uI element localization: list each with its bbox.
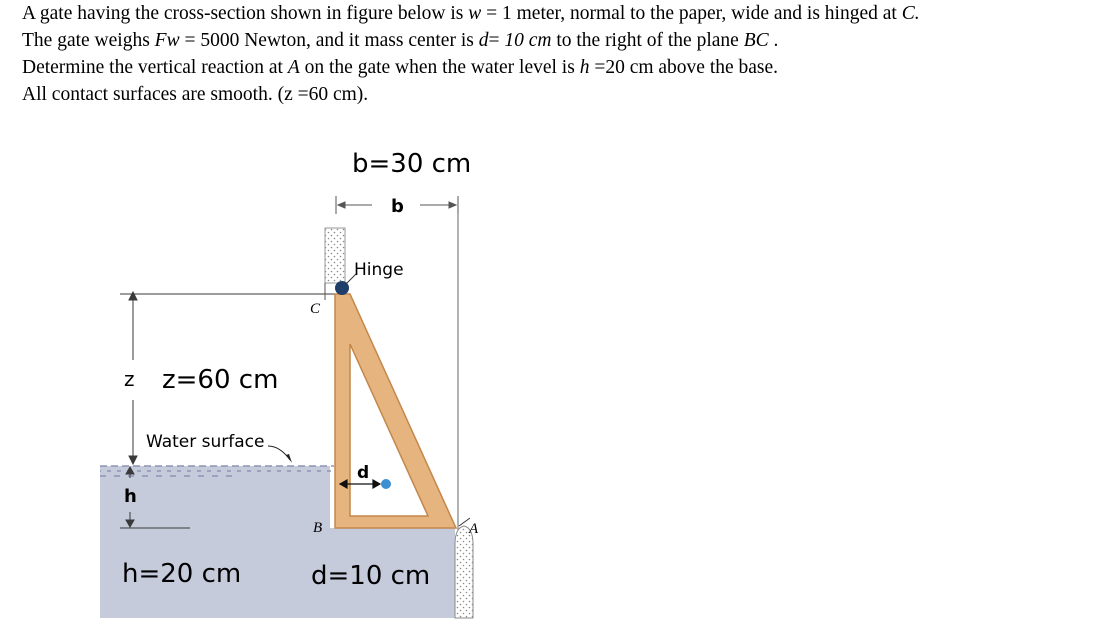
z-caption: z=60 cm	[162, 365, 279, 395]
gate-triangle	[335, 294, 456, 528]
water-surface-leader	[268, 446, 290, 460]
symbol-bc: BC	[743, 30, 769, 51]
b-dimension	[336, 196, 458, 530]
hinge-label: Hinge	[354, 260, 404, 280]
problem-text: Determine the vertical reaction at	[22, 57, 288, 78]
b-caption: b=30 cm	[352, 149, 472, 179]
symbol-d: d	[478, 30, 489, 51]
symbol-a: A	[287, 57, 300, 78]
a-support	[455, 526, 473, 618]
d-label: d	[357, 463, 370, 483]
a-point-label: A	[469, 521, 479, 537]
problem-text: =	[488, 30, 505, 51]
z-label: z	[124, 367, 135, 391]
symbol-d-value: 10 cm	[504, 30, 552, 51]
problem-text: The gate weighs	[22, 30, 155, 51]
h-label: h	[124, 486, 137, 507]
problem-text: = 1 meter, normal to the paper, wide and is hinged at	[481, 3, 902, 24]
problem-text: = 5000 Newton, and it mass center is	[179, 30, 479, 51]
symbol-c: C.	[901, 3, 920, 24]
symbol-fw: Fw	[154, 30, 180, 51]
problem-line-4: All contact surfaces are smooth. (z =60 cm).	[22, 84, 369, 105]
symbol-w: w	[468, 3, 482, 24]
problem-text: .	[768, 30, 779, 51]
mass-center-dot	[381, 479, 391, 489]
problem-text: on the gate when the water level is	[299, 57, 580, 78]
d-caption: d=10 cm	[311, 561, 431, 591]
water-surface-leader-arrow	[286, 454, 292, 463]
b-label: b	[391, 196, 404, 217]
upper-wall	[325, 228, 345, 283]
problem-text: A gate having the cross-section shown in figure below is	[22, 3, 469, 24]
c-label: C	[310, 301, 321, 317]
water-body	[100, 466, 455, 618]
problem-text: =20 cm above the base.	[589, 57, 779, 78]
b-point-label: B	[313, 520, 323, 536]
problem-text: to the right of the plane	[551, 30, 744, 51]
symbol-h: h	[579, 57, 590, 78]
water-surface-label: Water surface	[146, 432, 265, 452]
h-caption: h=20 cm	[122, 559, 242, 589]
